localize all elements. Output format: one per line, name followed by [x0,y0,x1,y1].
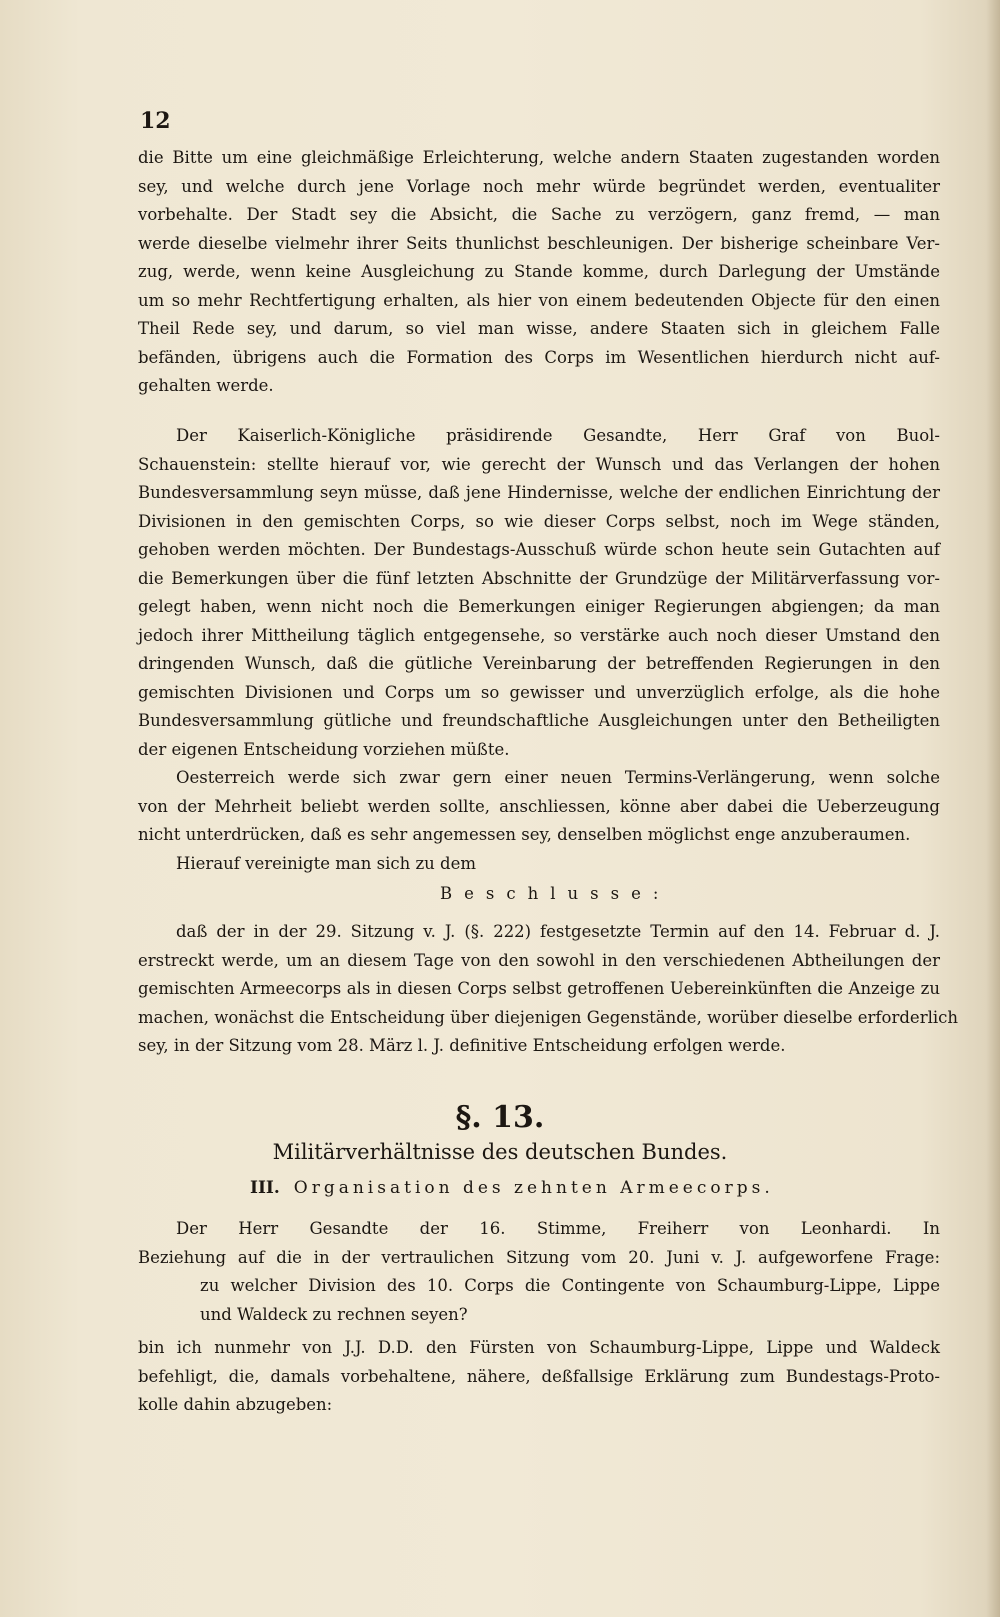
paragraph-7 [138,1334,940,1420]
text-line: Bundesversammlung seyn müsse, daß jene Hindernisse, welche der endlichen Einrichtung der [138,483,940,502]
text-line: dringenden Wunsch, daß die gütliche Vereinbarung der betreffenden Regierungen in den [138,654,940,673]
section-number: §. 13. [455,1100,545,1135]
paragraph-1 [138,144,940,401]
resolution-heading [440,880,740,909]
paragraph-3 [138,764,940,850]
question-block [138,1272,940,1329]
text-line: der eigenen Entscheidung vorziehen müßte. [138,739,510,759]
text-line: die Bemerkungen über die fünf letzten Abschnitte der Grundzüge der Militärverfassung vor- [138,568,940,588]
paragraph-6 [138,1215,940,1272]
section-subtitle-text: Organisation des zehnten Armeecorps. [293,1178,774,1198]
text-line: vorbehalte. Der Stadt sey die Absicht, die Sache zu verzögern, ganz fremd, — man [138,205,940,224]
text-line: gehalten werde. [138,376,274,395]
text-line: Hierauf vereinigte man sich zu dem [176,854,477,873]
text-line: Schauenstein: stellte hierauf vor, wie gerecht der Wunsch und das Verlangen der hohen [138,454,940,474]
text-line: von der Mehrheit beliebt werden sollte, anschliessen, könne aber dabei die Ueberzeugung [138,796,940,816]
text-line: daß der in der 29. Sitzung v. J. (§. 222) festgesetzte Termin auf den 14. Februar d. J. [176,922,940,941]
text-line: und Waldeck zu rechnen seyen? [200,1304,468,1324]
text-line: Oesterreich werde sich zwar gern einer neuen Termins-Verlängerung, wenn solche [176,768,940,787]
text-line: sey, in der Sitzung vom 28. März l. J. definitive Entscheidung erfolgen werde. [138,1036,786,1055]
text-line: gemischten Armeecorps als in diesen Corps selbst getroffenen Uebereinkünften die Anzeige zu [138,979,940,998]
text-line: Theil Rede sey, und darum, so viel man wisse, andere Staaten sich in gleichem Falle [138,319,940,338]
section-subtitle [250,1178,774,1198]
text-line: befehligt, die, damals vorbehaltene, nähere, deßfallsige Erklärung zum Bundestags-Proto- [138,1366,940,1386]
text-line: Der Herr Gesandte der 16. Stimme, Freiherr von Leonhardi. In [176,1219,940,1238]
text-line: zug, werde, wenn keine Ausgleichung zu Stande komme, durch Darlegung der Umstände [138,262,940,281]
text-line: um so mehr Rechtfertigung erhalten, als hier von einem bedeutenden Objecte für den einen [138,290,940,310]
page-edge-shadow [986,0,1000,1617]
text-line: Der Kaiserlich-Königliche präsidirende Gesandte, Herr Graf von Buol- [176,426,940,445]
text-line: Beziehung auf die in der vertraulichen Sitzung vom 20. Juni v. J. aufgeworfene Frage: [138,1247,940,1267]
text-line: Divisionen in den gemischten Corps, so wie dieser Corps selbst, noch im Wege ständen, [138,511,940,531]
text-line: erstreckt werde, um an diesem Tage von den sowohl in den verschiedenen Abtheilungen der [138,950,940,970]
text-line: kolle dahin abzugeben: [138,1395,333,1414]
text-line: bin ich nunmehr von J.J. D.D. den Fürsten von Schaumburg-Lippe, Lippe und Waldeck [138,1338,940,1357]
section-title: Militärverhältnisse des deutschen Bundes. [272,1140,728,1164]
text-line: sey, und welche durch jene Vorlage noch mehr würde begründet werden, eventualiter [138,176,940,196]
text-line: gemischten Divisionen und Corps um so gewisser und unverzüglich erfolge, als die hohe [138,682,940,702]
text-line: nicht unterdrücken, daß es sehr angemessen sey, denselben möglichst enge anzuberaumen. [138,825,911,844]
text-line: die Bitte um eine gleichmäßige Erleichterung, welche andern Staaten zugestanden worden [138,148,940,167]
text-line: zu welcher Division des 10. Corps die Contingente von Schaumburg-Lippe, Lippe [200,1276,940,1295]
text-line: Bundesversammlung gütliche und freundschaftliche Ausgleichungen unter den Betheiligten [138,711,940,730]
text-line: jedoch ihrer Mittheilung täglich entgegensehe, so verstärke auch noch dieser Umstand den [138,625,940,645]
section-subtitle-numeral: III. [250,1178,280,1198]
paragraph-4 [138,850,940,879]
resolution-heading-text: Beschlusse: [440,884,671,903]
page-number: 12 [140,108,171,134]
text-line: gelegt haben, wenn nicht noch die Bemerkungen einiger Regierungen abgiengen; da man [138,597,940,616]
paragraph-2 [138,422,940,764]
text-line: machen, wonächst die Entscheidung über diejenigen Gegenstände, worüber dieselbe erforderlich [138,1007,958,1027]
text-line: gehoben werden möchten. Der Bundestags-Ausschuß würde schon heute sein Gutachten auf [138,540,940,559]
text-line: werde dieselbe vielmehr ihrer Seits thunlichst beschleunigen. Der bisherige scheinbare Ver- [138,233,940,253]
text-line: befänden, übrigens auch die Formation des Corps im Wesentlichen hierdurch nicht auf- [138,347,940,367]
paragraph-5 [138,918,958,1061]
